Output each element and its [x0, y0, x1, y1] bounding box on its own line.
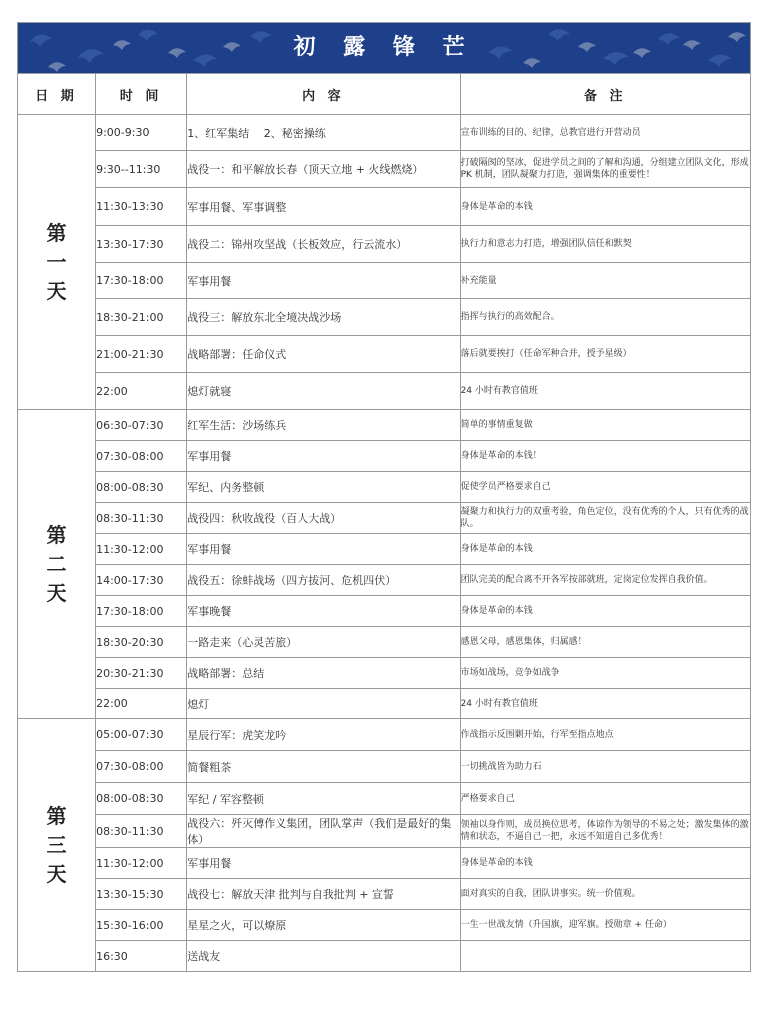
time-cell: 05:00-07:30: [96, 719, 187, 751]
time-cell: 08:30-11:30: [96, 503, 187, 534]
content-cell: 战役七：解放天津 批判与自我批判 + 宣誓: [187, 879, 460, 910]
note-cell: 身体是革命的本钱: [460, 848, 750, 879]
table-row: [18, 783, 751, 815]
content-cell: 简餐粗茶: [187, 751, 460, 783]
note-cell: 市场如战场，竞争如战争: [460, 658, 750, 689]
column-header-note: 备 注: [460, 74, 750, 115]
note-cell: 24 小时有教官值班: [460, 373, 750, 410]
table-row: [18, 503, 751, 534]
time-cell: 13:30-17:30: [96, 226, 187, 263]
content-cell: 熄灯就寝: [187, 373, 460, 410]
table-row: [18, 815, 751, 848]
table-row: [18, 941, 751, 972]
note-cell: 凝聚力和执行力的双重考验，角色定位，没有优秀的个人，只有优秀的战队。: [460, 503, 750, 534]
content-cell: 战役六：歼灭傅作义集团，团队掌声（我们是最好的集体）: [187, 815, 460, 848]
note-cell: 一生一世战友情（升国旗，迎军旗。授勋章 + 任命）: [460, 910, 750, 941]
schedule-table: [17, 73, 751, 972]
schedule-sheet: [17, 22, 751, 972]
day-label-char: 天: [46, 580, 67, 605]
time-cell: 9:00-9:30: [96, 115, 187, 151]
time-cell: 08:30-11:30: [96, 815, 187, 848]
day-label-char: 一: [46, 249, 67, 274]
table-row: [18, 151, 751, 188]
table-row: [18, 658, 751, 689]
time-cell: 08:00-08:30: [96, 783, 187, 815]
note-cell: 身体是革命的本钱: [460, 188, 750, 226]
content-cell: 战役二：锦州攻坚战（长板效应，行云流水）: [187, 226, 460, 263]
note-cell: 身体是革命的本钱！: [460, 441, 750, 472]
content-cell: 军事用餐: [187, 848, 460, 879]
time-cell: 07:30-08:00: [96, 751, 187, 783]
table-row: [18, 226, 751, 263]
content-cell: 战役三：解放东北全境决战沙场: [187, 299, 460, 336]
table-header-row: [18, 74, 751, 115]
table-row: [18, 751, 751, 783]
time-cell: 11:30-12:00: [96, 534, 187, 565]
table-row: [18, 689, 751, 719]
note-cell: 24 小时有教官值班: [460, 689, 750, 719]
content-cell: 红军生活：沙场练兵: [187, 410, 460, 441]
day-label: [18, 115, 96, 410]
time-cell: 08:00-08:30: [96, 472, 187, 503]
page-title: 初 露 锋 芒: [293, 35, 475, 60]
content-cell: 军事用餐: [187, 534, 460, 565]
note-cell: 补充能量: [460, 263, 750, 299]
time-cell: 22:00: [96, 689, 187, 719]
content-cell: 军事晚餐: [187, 596, 460, 627]
content-cell: 星星之火，可以燎原: [187, 910, 460, 941]
table-row: [18, 188, 751, 226]
note-cell: 身体是革命的本钱: [460, 534, 750, 565]
content-cell: 1、红军集结 2、秘密操练: [187, 115, 460, 151]
day-label-char: 天: [46, 278, 67, 303]
table-row: [18, 879, 751, 910]
table-row: [18, 627, 751, 658]
time-cell: 17:30-18:00: [96, 596, 187, 627]
note-cell: [460, 941, 750, 972]
day-label-char: 二: [46, 551, 67, 576]
time-cell: 18:30-20:30: [96, 627, 187, 658]
time-cell: 11:30-12:00: [96, 848, 187, 879]
note-cell: 执行力和意志力打造，增强团队信任和默契: [460, 226, 750, 263]
note-cell: 落后就要挨打（任命军种合并，授予星级）: [460, 336, 750, 373]
content-cell: 军纪 / 军容整顿: [187, 783, 460, 815]
table-row: [18, 472, 751, 503]
day-label: [18, 719, 96, 972]
content-cell: 一路走来（心灵苦旅）: [187, 627, 460, 658]
column-header-day: 日 期: [18, 74, 96, 115]
table-row: [18, 263, 751, 299]
note-cell: 促使学员严格要求自己: [460, 472, 750, 503]
content-cell: 战役五：徐蚌战场（四方拔河、危机四伏）: [187, 565, 460, 596]
table-row: [18, 719, 751, 751]
day-label-char: 第: [46, 522, 67, 547]
content-cell: 战略部署：任命仪式: [187, 336, 460, 373]
time-cell: 21:00-21:30: [96, 336, 187, 373]
time-cell: 13:30-15:30: [96, 879, 187, 910]
note-cell: 打破隔阂的坚冰，促进学员之间的了解和沟通，分组建立团队文化，形成 PK 机制，团队凝聚力打造，强调集体的重要性！: [460, 151, 750, 188]
table-row: [18, 848, 751, 879]
schedule-body: [18, 115, 751, 972]
time-cell: 15:30-16:00: [96, 910, 187, 941]
table-row: [18, 534, 751, 565]
time-cell: 22:00: [96, 373, 187, 410]
day-label-char: 天: [46, 861, 67, 886]
note-cell: 面对真实的自我，团队讲事实。统一价值观。: [460, 879, 750, 910]
note-cell: 简单的事情重复做: [460, 410, 750, 441]
content-cell: 战役一：和平解放长春（顶天立地 + 火线燃烧）: [187, 151, 460, 188]
content-cell: 军事用餐、军事调整: [187, 188, 460, 226]
note-cell: 领袖以身作则，成员换位思考，体谅作为领导的不易之处；激发集体的激情和状态，不逼自己一把，永远不知道自己多优秀！: [460, 815, 750, 848]
time-cell: 06:30-07:30: [96, 410, 187, 441]
time-cell: 20:30-21:30: [96, 658, 187, 689]
day-label-char: 三: [46, 832, 67, 857]
table-row: [18, 596, 751, 627]
content-cell: 军事用餐: [187, 263, 460, 299]
table-row: [18, 410, 751, 441]
content-cell: 星辰行军：虎笑龙吟: [187, 719, 460, 751]
content-cell: 军纪、内务整顿: [187, 472, 460, 503]
table-row: [18, 299, 751, 336]
title-banner: [17, 22, 751, 73]
day-label: [18, 410, 96, 719]
time-cell: 11:30-13:30: [96, 188, 187, 226]
content-cell: 战略部署：总结: [187, 658, 460, 689]
table-row: [18, 565, 751, 596]
day-label-char: 第: [46, 803, 67, 828]
time-cell: 16:30: [96, 941, 187, 972]
note-cell: 宣布训练的目的、纪律，总教官进行开营动员: [460, 115, 750, 151]
note-cell: 一切挑战皆为助力石: [460, 751, 750, 783]
note-cell: 身体是革命的本钱: [460, 596, 750, 627]
column-header-content: 内 容: [187, 74, 460, 115]
table-row: [18, 441, 751, 472]
table-row: [18, 336, 751, 373]
content-cell: 送战友: [187, 941, 460, 972]
table-row: [18, 115, 751, 151]
time-cell: 17:30-18:00: [96, 263, 187, 299]
content-cell: 军事用餐: [187, 441, 460, 472]
day-label-char: 第: [46, 220, 67, 245]
content-cell: 战役四：秋收战役（百人大战）: [187, 503, 460, 534]
time-cell: 9:30--11:30: [96, 151, 187, 188]
note-cell: 团队完美的配合离不开各军按部就班，定岗定位发挥自我价值。: [460, 565, 750, 596]
note-cell: 指挥与执行的高效配合。: [460, 299, 750, 336]
time-cell: 18:30-21:00: [96, 299, 187, 336]
note-cell: 作战指示反围剿开始，行军至指点地点: [460, 719, 750, 751]
note-cell: 感恩父母，感恩集体，归属感！: [460, 627, 750, 658]
column-header-time: 时 间: [96, 74, 187, 115]
note-cell: 严格要求自己: [460, 783, 750, 815]
time-cell: 14:00-17:30: [96, 565, 187, 596]
table-row: [18, 910, 751, 941]
time-cell: 07:30-08:00: [96, 441, 187, 472]
table-row: [18, 373, 751, 410]
content-cell: 熄灯: [187, 689, 460, 719]
